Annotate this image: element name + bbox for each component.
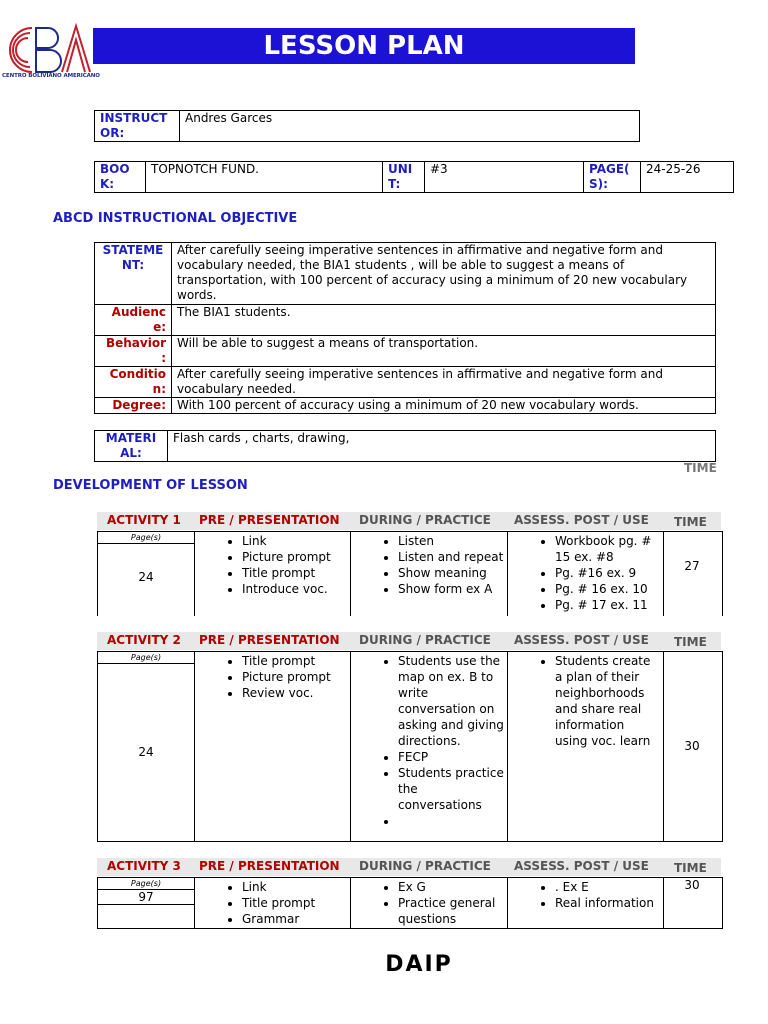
unit-value: #3 xyxy=(425,162,584,193)
list-item: • Picture prompt xyxy=(242,669,347,685)
statement-value: After carefully seeing imperative sentences in affirmative and negative form and vocabulary needed, the BIA1 students , will be able to suggest a means of transportation, with 100 percent of accuracy using a minimum of 20 new vocabulary words. xyxy=(172,243,716,305)
assess-list xyxy=(535,879,660,911)
activity-header xyxy=(97,632,721,650)
pages-label: PAGE( S): xyxy=(584,162,641,193)
page-title: LESSON PLAN xyxy=(263,31,465,61)
list-item: • Listen xyxy=(398,533,504,549)
instructor-table xyxy=(94,110,640,142)
pre-header: PRE / PRESENTATION xyxy=(199,633,340,647)
list-item: • Introduce voc. xyxy=(242,581,347,597)
activity-title: ACTIVITY 2 xyxy=(107,633,181,647)
during-header: DURING / PRACTICE xyxy=(359,859,491,873)
time-label: TIME xyxy=(684,461,717,475)
pre-list xyxy=(222,533,347,597)
book-label: BOO K: xyxy=(95,162,146,193)
pre-list xyxy=(222,653,347,701)
list-item: • Show form ex A xyxy=(398,581,504,597)
book-value: TOPNOTCH FUND. xyxy=(146,162,383,193)
list-item: • Link xyxy=(242,533,347,549)
pages-sublabel: Page(s) xyxy=(98,532,194,544)
pre-header: PRE / PRESENTATION xyxy=(199,859,340,873)
material-label: MATERI AL: xyxy=(95,431,168,462)
behavior-label: Behavior : xyxy=(95,336,172,367)
pre-list xyxy=(222,879,347,927)
time-header: TIME xyxy=(674,635,707,649)
list-item: • Title prompt xyxy=(242,653,347,669)
list-item: • FECP xyxy=(398,749,504,765)
list-item: • . Ex E xyxy=(555,879,660,895)
during-list xyxy=(378,533,504,597)
list-item: • Title prompt xyxy=(242,895,347,911)
list-item: • Pg. # 17 ex. 11 xyxy=(555,597,660,613)
title-bar xyxy=(93,28,635,64)
list-item: • Show meaning xyxy=(398,565,504,581)
pages-value: 24-25-26 xyxy=(641,162,734,193)
list-item: • Ex G xyxy=(398,879,504,895)
activity-title: ACTIVITY 3 xyxy=(107,859,181,873)
during-header: DURING / PRACTICE xyxy=(359,633,491,647)
instructor-value: Andres Garces xyxy=(180,111,640,142)
footer-brand: DAIP xyxy=(385,952,453,977)
time-header: TIME xyxy=(674,861,707,875)
list-item: • Students create a plan of their neighborhoods and share real information using voc. learn xyxy=(555,653,660,749)
behavior-value: Will be able to suggest a means of transportation. xyxy=(172,336,716,367)
list-item: • Pg. #16 ex. 9 xyxy=(555,565,660,581)
activity-header xyxy=(97,858,721,876)
degree-label: Degree: xyxy=(95,398,172,414)
condition-value: After carefully seeing imperative sentences in affirmative and negative form and vocabulary needed. xyxy=(172,367,716,398)
condition-label: Conditio n: xyxy=(95,367,172,398)
activity-grid xyxy=(97,651,723,842)
list-item xyxy=(398,813,504,829)
book-table xyxy=(94,161,734,193)
audience-label: Audienc e: xyxy=(95,305,172,336)
development-heading: DEVELOPMENT OF LESSON xyxy=(53,478,248,493)
activity-title: ACTIVITY 1 xyxy=(107,513,181,527)
activity-time: 30 xyxy=(684,739,700,753)
activity-page: 24 xyxy=(138,745,154,759)
activity-page: 24 xyxy=(138,570,154,584)
list-item: • Real information xyxy=(555,895,660,911)
list-item: • Listen and repeat xyxy=(398,549,504,565)
objective-table xyxy=(94,242,716,414)
activity-grid xyxy=(97,531,723,616)
list-item: • Pg. # 16 ex. 10 xyxy=(555,581,660,597)
degree-value: With 100 percent of accuracy using a minimum of 20 new vocabulary words. xyxy=(172,398,716,414)
activity-time: 30 xyxy=(684,878,700,892)
assess-list xyxy=(535,533,660,613)
list-item: • Students practice the conversations xyxy=(398,765,504,813)
activity-time: 27 xyxy=(684,559,700,573)
instructor-label: INSTRUCT OR: xyxy=(95,111,180,142)
assess-list xyxy=(535,653,660,749)
during-list xyxy=(378,653,504,829)
assess-header: ASSESS. POST / USE xyxy=(514,633,649,647)
list-item: • Grammar xyxy=(242,911,347,927)
material-value: Flash cards , charts, drawing, xyxy=(168,431,716,462)
material-table xyxy=(94,430,716,462)
unit-label: UNI T: xyxy=(383,162,425,193)
activity-page: 97 xyxy=(138,890,154,904)
list-item: • Students use the map on ex. B to write conversation on asking and giving directions. xyxy=(398,653,504,749)
list-item: • Title prompt xyxy=(242,565,347,581)
pre-header: PRE / PRESENTATION xyxy=(199,513,340,527)
audience-value: The BIA1 students. xyxy=(172,305,716,336)
pages-sublabel: Page(s) xyxy=(98,652,194,664)
statement-label: STATEME NT: xyxy=(95,243,172,305)
list-item: • Link xyxy=(242,879,347,895)
objective-heading: ABCD INSTRUCTIONAL OBJECTIVE xyxy=(53,211,298,226)
logo-subtitle: CENTRO BOLIVIANO AMERICANO xyxy=(2,73,100,79)
list-item: • Picture prompt xyxy=(242,549,347,565)
activity-header xyxy=(97,512,721,530)
time-header: TIME xyxy=(674,515,707,529)
assess-header: ASSESS. POST / USE xyxy=(514,859,649,873)
list-item: • Practice general questions xyxy=(398,895,504,927)
list-item: • Review voc. xyxy=(242,685,347,701)
during-list xyxy=(378,879,504,927)
assess-header: ASSESS. POST / USE xyxy=(514,513,649,527)
pages-sublabel: Page(s) xyxy=(98,878,194,890)
during-header: DURING / PRACTICE xyxy=(359,513,491,527)
list-item: • Workbook pg. # 15 ex. #8 xyxy=(555,533,660,565)
activity-grid xyxy=(97,877,723,929)
